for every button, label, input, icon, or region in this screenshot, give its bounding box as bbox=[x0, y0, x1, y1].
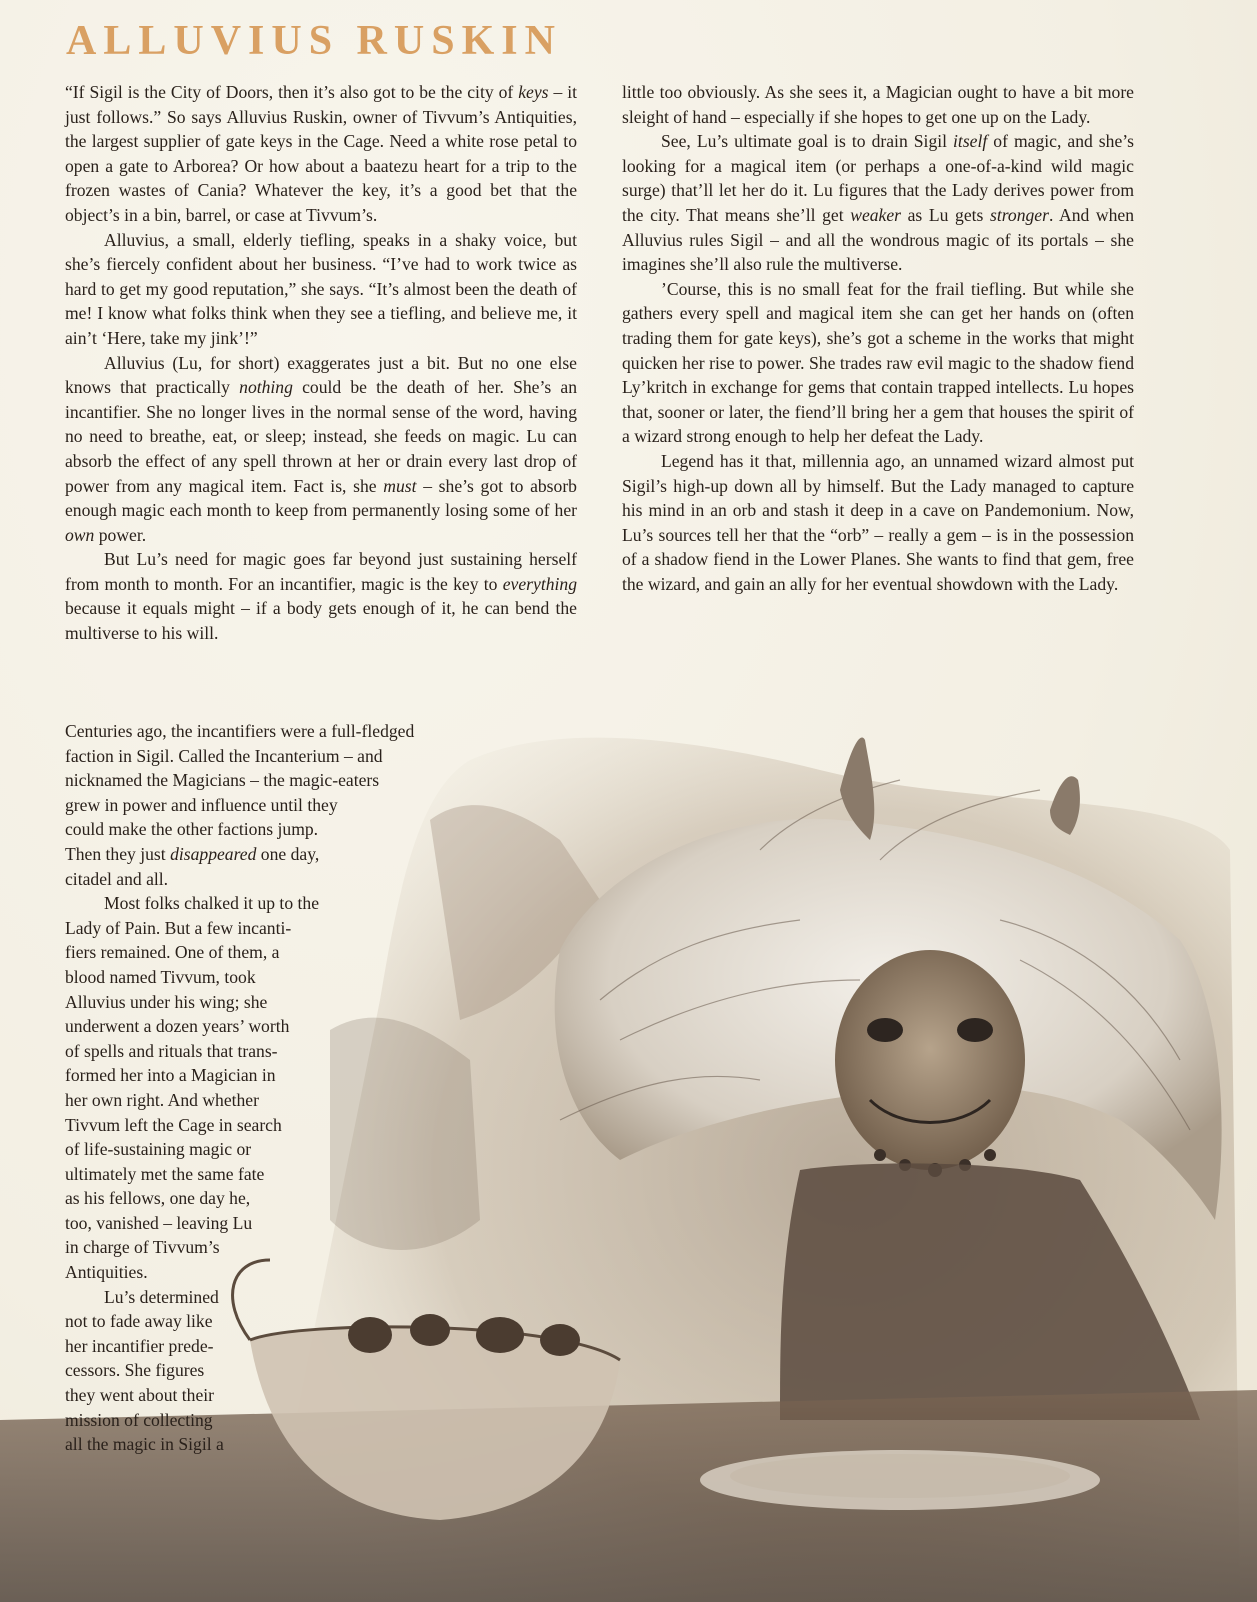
text-line: Lu’s determined bbox=[104, 1286, 219, 1307]
paragraph: Alluvius (Lu, for short) exaggerates just a bit. But no one else knows that practically nothing could be the death of her. She’s an incantifier. She no longer lives in the normal sense of the word, having no need to breathe, eat, or sleep; instead, she feeds on magic. Lu can absorb the effect of any spell thrown at her or drain every last drop of power from any magical item. Fact is, she must – she’s got to absorb enough magic each month to keep from permanently losing some of her own power. bbox=[65, 352, 577, 545]
text-line: Alluvius under his wing; she bbox=[65, 991, 268, 1012]
text-line: Antiquities. bbox=[65, 1262, 148, 1283]
text-line: grew in power and influence until they bbox=[65, 794, 338, 815]
text-line: too, vanished – leaving Lu bbox=[65, 1212, 253, 1233]
text-line: as his fellows, one day he, bbox=[65, 1188, 251, 1209]
text-line: faction in Sigil. Called the Incanterium – and bbox=[65, 745, 383, 766]
text-line: all the magic in Sigil a bbox=[65, 1434, 224, 1455]
paragraph: Alluvius, a small, elderly tiefling, speaks in a shaky voice, but she’s fiercely confident about her business. “I’ve had to work twice as hard to get my good reputation,” she says. “It’s almost been the death of me! I know what folks think when they see a tiefling, and believe me, it ain’t ‘Here, take my jink’!” bbox=[65, 229, 577, 348]
text-line: formed her into a Magician in bbox=[65, 1065, 276, 1086]
text-line: Most folks chalked it up to the bbox=[104, 893, 320, 914]
text-line: cessors. She figures bbox=[65, 1360, 205, 1381]
text-line: Tivvum left the Cage in search bbox=[65, 1114, 282, 1135]
text-line: Then they just disappeared one day, bbox=[65, 843, 320, 864]
text-line: ultimately met the same fate bbox=[65, 1163, 265, 1184]
right-column bbox=[622, 80, 1134, 596]
text-line: Centuries ago, the incantifiers were a full-fledged bbox=[65, 721, 415, 741]
text-line: not to fade away like bbox=[65, 1311, 213, 1332]
paragraph: little too obviously. As she sees it, a Magician ought to have a bit more sleight of hand – especially if she hopes to get one up on the Lady. bbox=[622, 82, 1134, 127]
page-title: ALLUVIUS RUSKIN bbox=[66, 18, 562, 64]
text-line: underwent a dozen years’ worth bbox=[65, 1016, 290, 1037]
paragraph: See, Lu’s ultimate goal is to drain Sigil itself of magic, and she’s looking for a magical item (or perhaps a one-of-a-kind wild magic surge) that’ll let her do it. Lu figures that the Lady derives power from the city. That means she’ll get weaker as Lu gets stronger. And when Alluvius rules Sigil – and all the wondrous magic of its portals – she imagines she’ll also rule the multiverse. bbox=[622, 131, 1134, 275]
left-column-top bbox=[65, 80, 577, 646]
text-line: in charge of Tivvum’s bbox=[65, 1237, 220, 1258]
text-line: her own right. And whether bbox=[65, 1089, 259, 1110]
text-line: her incantifier prede- bbox=[65, 1335, 214, 1356]
paragraph: But Lu’s need for magic goes far beyond just sustaining herself from month to month. For an incantifier, magic is the key to everything because it equals might – if a body gets enough of it, he can bend the multiverse to his will. bbox=[65, 549, 577, 644]
text-line: nicknamed the Magicians – the magic-eaters bbox=[65, 770, 380, 791]
text-line: of life-sustaining magic or bbox=[65, 1139, 252, 1160]
text-line: Lady of Pain. But a few incanti- bbox=[65, 917, 292, 938]
text-line: they went about their bbox=[65, 1385, 215, 1406]
text-line: of spells and rituals that trans- bbox=[65, 1040, 278, 1061]
text-line: mission of collecting bbox=[65, 1409, 213, 1430]
text-line: blood named Tivvum, took bbox=[65, 966, 256, 987]
paragraph: ’Course, this is no small feat for the frail tiefling. But while she gathers every spell and magical item she can get her hands on (often trading them for gate keys), she’s got a scheme in the works that might quicken her rise to power. She trades raw evil magic to the shadow fiend Ly’kritch in exchange for gems that contain trapped intellects. Lu hopes that, sooner or later, the fiend’ll bring her a gem that houses the spirit of a wizard strong enough to help her defeat the Lady. bbox=[622, 278, 1134, 447]
text-line: citadel and all. bbox=[65, 868, 169, 889]
text-line: fiers remained. One of them, a bbox=[65, 942, 280, 963]
text-line: could make the other factions jump. bbox=[65, 819, 319, 840]
paragraph: “If Sigil is the City of Doors, then it’s also got to be the city of keys – it just follows.” So says Alluvius Ruskin, owner of Tivvum’s Antiquities, the largest supplier of gate keys in the Cage. Need a white rose petal to open a gate to Arborea? Or how about a baatezu heart for a trip to the frozen wastes of Cania? Whatever the key, it’s a good bet that the object’s in a bin, barrel, or case at Tivvum’s. bbox=[65, 82, 577, 225]
paragraph: Legend has it that, millennia ago, an unnamed wizard almost put Sigil’s high-up down all by himself. But the Lady managed to capture his mind in an orb and stash it deep in a cave on Pandemonium. Now, Lu’s sources tell her that the “orb” – really a gem – is in the possession of a shadow fiend in the Lower Planes. She wants to find that gem, free the wizard, and gain an ally for her eventual showdown with the Lady. bbox=[622, 450, 1134, 594]
left-column-wrap bbox=[65, 719, 577, 1457]
